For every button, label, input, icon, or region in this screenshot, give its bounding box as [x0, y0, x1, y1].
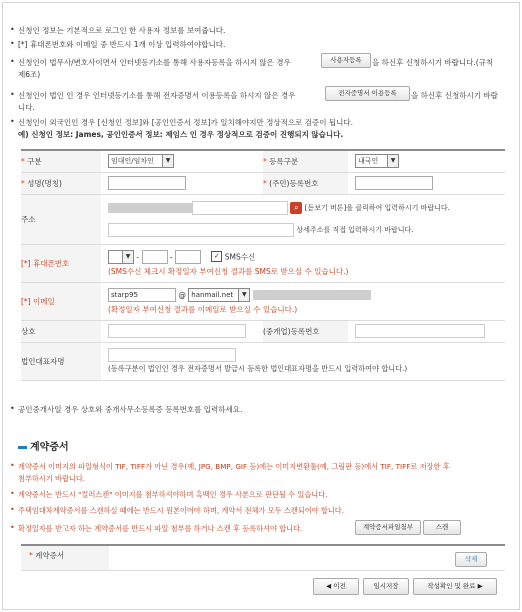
chevron-down-icon: ▼ — [122, 251, 133, 263]
address-field — [192, 201, 288, 215]
note-1: 신청인 정보는 기본적으로 로그인 한 사용자 정보를 보여줍니다. — [18, 26, 226, 35]
note-3c: 제6조) — [18, 70, 41, 79]
phone-middle-input[interactable] — [142, 250, 168, 264]
name-input[interactable] — [108, 176, 186, 190]
email-label: [*] 이메일 — [21, 296, 55, 306]
company-input[interactable] — [108, 324, 246, 338]
contract-note-3: 주택임대차계약증서를 스캔하실 때에는 반드시 원본이어야 하며, 계약서 전체가 모두 스캔되어야 합니다. — [18, 506, 344, 515]
reg-type-select[interactable]: 내국인 ▼ — [355, 154, 399, 168]
user-register-button[interactable]: 사용자등록 — [321, 53, 371, 68]
chevron-down-icon: ▼ — [238, 289, 249, 301]
zipcode-field — [108, 203, 192, 213]
address-label: 주소 — [21, 214, 36, 224]
email-hint: (확정일자 부여신청 결과를 이메일로 받으실 수 있습니다.) — [108, 304, 298, 314]
type-label: 구분 — [27, 156, 42, 166]
email-id-input[interactable]: starp95 — [108, 288, 176, 302]
phone-separator: - — [136, 252, 140, 261]
bullet: • — [10, 404, 15, 413]
phone-last-input[interactable] — [175, 250, 201, 264]
chevron-left-icon: ◀ — [326, 582, 334, 590]
sms-checkbox[interactable]: ✓ — [211, 251, 222, 262]
reg-type-label: 등록구분 — [269, 156, 299, 166]
company-label: 상호 — [21, 326, 36, 336]
note-4a: 신청인이 법인 인 경우 인터넷등기소를 통해 전자증명서 이용등록을 하시지 않은 경우 — [18, 91, 296, 100]
contract-field-label: 계약증서 — [35, 551, 65, 560]
note-4c: 니다. — [18, 103, 35, 112]
e-certificate-register-button[interactable]: 전자증명서 이용등록 — [325, 86, 410, 101]
email-at: @ — [178, 290, 186, 299]
contract-file-row: * 계약증서 삭제 — [21, 544, 505, 571]
note-3a: 신청인이 법무사/변호사이면서 인터넷등기소를 통해 사용자등록을 하시지 않은 경우 — [18, 58, 291, 67]
address-detail-input[interactable] — [108, 223, 294, 237]
scan-button[interactable]: 스캔 — [423, 520, 461, 535]
bullet: • — [10, 117, 15, 126]
sms-label: SMS수신 — [224, 252, 256, 261]
chevron-down-icon: ▼ — [162, 155, 173, 167]
name-label: 성명(명칭) — [27, 178, 62, 188]
contract-note-1b: 첨부하시기 바랍니다. — [18, 474, 86, 483]
bullet: • — [10, 57, 15, 66]
temp-save-button[interactable]: 임시저장 — [363, 578, 409, 595]
after-form-note: 공인중개사일 경우 상호와 중개사무소등록증 등록번호를 입력하세요. — [18, 405, 243, 414]
contract-section-title: 계약증서 — [18, 438, 69, 453]
corp-rep-label: 법인대표자명 — [21, 356, 65, 366]
corp-rep-input[interactable] — [108, 348, 236, 362]
address-hint: [돋보기 버튼]을 클릭하여 입력하시기 바랍니다. — [304, 204, 450, 212]
note-2: [*] 휴대폰번호와 이메일 중 반드시 1개 이상 입력하여야합니다. — [18, 40, 226, 49]
broker-reg-input[interactable] — [355, 324, 485, 338]
resident-number-label: (주민)등록번호 — [269, 178, 319, 188]
chevron-right-icon: ▶ — [475, 582, 483, 590]
note-4b: 을 하신후 신청하시기 바랍 — [411, 91, 498, 100]
chevron-down-icon: ▼ — [387, 155, 398, 167]
confirm-complete-button[interactable]: 작성확인 및 완료 ▶ — [413, 578, 497, 595]
email-domain-select[interactable]: hanmail.net ▼ — [188, 288, 250, 302]
address-detail-hint: 상세주소를 직접 입력하시기 바랍니다. — [296, 226, 414, 234]
contract-note-1a: 계약증서 이미지의 파일형식이 TIF, TIFF가 아닌 경우(예, JPG, BMP, GIF 등)에는 이미지변환툴(예, 그림판 등)에서 TIF, TIFF로 저장한 후 — [18, 462, 450, 471]
bullet: • — [10, 90, 15, 99]
contract-note-2: 계약증서는 반드시 "컬러스캔" 이미지를 첨부하셔야하며 흑백인 경우 사본으로 판단될 수 있습니다. — [18, 490, 328, 499]
note-6: 예) 신청인 정보: James, 공인인증서 정보: 제임스 인 경우 정상적으로 검증이 진행되지 않습니다. — [18, 130, 344, 139]
applicant-form: * 구분 임대인/임차인 ▼ * 등록구분 내국인 ▼ * 성명(명칭) * (주민)등록번호 주소 ⌕ [돋보기 버튼]을 클릭하여 입력하시기 바랍니다. 상세주소를 직접 입력하시기 바랍니다. [*] 휴대폰번호 ▼ - - ✓ SMS수신 (SMS수신 체크시 확정일자 부여신청 결과를 SMS로 받으실 수 있습니다.) [*] 이메일 starp95 @ hanmail.net ▼ (확정일자 부여신청 결과를 이메일로 받으실 수 있습니다.) 상호 (중개업)등록번호 법인대표자명 (등록구분이 법인인 경우 전자증명서 발급시 등록한 법인대표자명을 반드시 입력하여야 합니다.) — [21, 149, 505, 381]
type-select[interactable]: 임대인/임차인 ▼ — [108, 154, 174, 168]
bullet: • — [10, 25, 15, 34]
sms-hint: (SMS수신 체크시 확정일자 부여신청 결과를 SMS로 받으실 수 있습니다.) — [108, 266, 349, 276]
bullet: • — [10, 39, 15, 48]
email-domain-input[interactable] — [253, 290, 371, 300]
search-icon[interactable]: ⌕ — [290, 202, 302, 214]
prev-button[interactable]: ◀ 이전 — [313, 578, 359, 595]
note-5: 신청인이 외국인인 경우 [신청인 정보]와 [공인인증서 정보]가 일치해야지만 정상적으로 검증이 됩니다. — [18, 118, 353, 127]
attach-contract-file-button[interactable]: 계약증서파일첨부 — [355, 520, 421, 535]
corp-rep-hint: (등록구분이 법인인 경우 전자증명서 발급시 등록한 법인대표자명을 반드시 입력하여야 합니다.) — [108, 364, 408, 373]
broker-reg-label: (중개업)등록번호 — [263, 326, 320, 336]
delete-button[interactable]: 삭제 — [455, 552, 487, 567]
phone-separator: - — [169, 252, 173, 261]
resident-number-input[interactable] — [355, 176, 433, 190]
contract-note-4: 확정일자를 받고자 하는 계약증서를 반드시 파일 첨부를 하거나 스캔 후 등록하셔야 합니다. — [18, 524, 303, 533]
phone-prefix-select[interactable] — [108, 250, 134, 264]
phone-label: [*] 휴대폰번호 — [21, 258, 70, 268]
note-3b: 을 하신후 신청하시기 바랍니다.(규칙 — [372, 58, 494, 67]
